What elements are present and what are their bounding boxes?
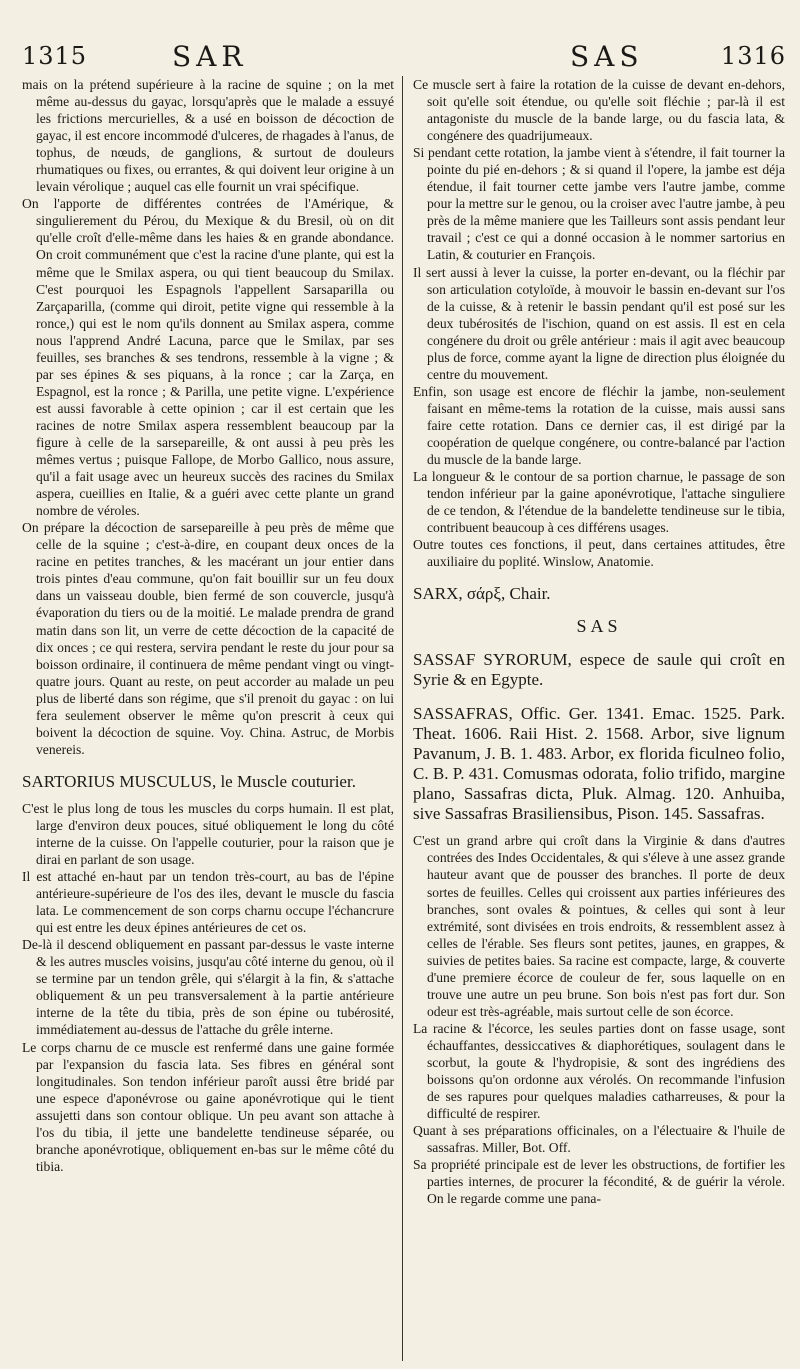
section-heading-sas: SAS [576,616,622,637]
running-head-right: SAS [570,40,644,73]
entry-heading-sassaf: SASSAF SYRORUM, espece de saule qui croît en Syrie & en Egypte. [413,650,785,690]
paragraph: Le corps charnu de ce muscle est renfermé dans une gaine formée par l'expansion du fascia lata. Ses fibres en général sont longitudinales. Son tendon inférieur paroît aussi être bridé par une espece d'aponévrose ou gaine aponévrotique qui le tient assujetti dans son contour oblique. Un peu avant son attache à l'os du tibia, il jette une bandelette tendineuse séparée, ou branche aponévrotique, obliquement en-bas sur le même côté du tibia. [22,1039,394,1174]
paragraph: La longueur & le contour de sa portion charnue, le passage de son tendon inférieur par la gaine aponévrotique, l'attache singuliere de ce tendon, & l'étendue de la bandelette tendineuse sur le tibia, contribuent beaucoup à ces différens usages. [413,469,785,536]
entry-heading-sartorius: SARTORIUS MUSCULUS, le Muscle couturier. [22,771,356,791]
paragraph: Ce muscle sert à faire la rotation de la cuisse de devant en-dehors, soit qu'elle soit étendue, ou qu'elle soit fléchie ; par-là il est antagoniste du muscle de la bande large, ou du fascia lata, & congénere des quadrijumeaux. [413,77,785,144]
paragraph: On l'apporte de différentes contrées de l'Amérique, & singulierement du Pérou, du Mexique & du Bresil, où on dit qu'elle croît d'elle-même dans les haies & en grande abondance. On croit communément que c'est la racine d'une plante, qui est la même que le Smilax aspera, ou qui tient beaucoup du Smilax. C'est pourquoi les Espagnols l'appellent Sarsaparilla ou Zarçaparilla, (comme qui diroit, petite vigne qui ressemble à la ronce,) qui est le nom qu'ils donnent au Smilax aspera, comme nous l'apprend André Lacuna, parce que le Smilax, par ses feuilles, ses branches & ses tendrons, ressemble à la vigne ; & par ses épines & ses piquans, à la ronce ; car la Zarça, en Espagnol, est la ronce ; & Parilla, une petite vigne. L'expérience est aussi favorable à cette opinion ; car il est certain que les racines de notre Smilax aspera ressemblent beaucoup par la figure à celle de la sarsepareille, & ont aussi à peu près les mêmes vertus ; puisque Fallope, de Morbo Gallico, nous assure, qu'il a fait usage avec un heureux succès des racines du Smilax aspera, cueillies en Italie, & a guéri avec cette plante un grand nombre de véroles. [22,196,394,519]
paragraph: De-là il descend obliquement en passant par-dessus le vaste interne & les autres muscles voisins, jusqu'au côté interne du genou, où il se termine par un tendon grêle, qui s'élargit à la fin, & s'attache obliquement & un peu transversalement à la partie antérieure interne de la tête du tibia, près de son épine ou tubérosité, immédiatement au-dessus de l'attache du grêle interne. [22,937,394,1038]
left-column [22,76,394,1366]
page-header [22,42,786,72]
page-number-left: 1315 [22,42,88,70]
paragraph: Il est attaché en-haut par un tendon très-court, au bas de l'épine antérieure-supérieure de l'os des iles, devant le muscle du fascia lata. Le commencement de son corps charnu occupe l'échancrure qui est entre les deux épines antérieures de cet os. [22,869,394,936]
paragraph: C'est un grand arbre qui croît dans la Virginie & dans d'autres contrées des Indes Occidentales, & qui s'éleve à une assez grande hauteur avant que de pousser des branches. Il porte de deux sortes de feuilles. Celles qui croissent aux parties inférieures des branches, sont ovales & pointues, & celles qui sont à leur extrémité, sont divisées en trois endroits, & ressemblent assez à celles de l'érable. Ses fleurs sont petites, jaunes, en grappes, & suivies de petites baies. Sa racine est compacte, large, & couverte d'une premiere écorce de couleur de fer, sous laquelle on en trouve une autre un peu brune. Son bois n'est pas fort dur. Son odeur est très-agréable, mais surtout celle de son écorce. [413,833,785,1019]
paragraph: Quant à ses préparations officinales, on a l'électuaire & l'huile de sassafras. Miller, Bot. Off. [413,1123,785,1156]
paragraph: Il sert aussi à lever la cuisse, la porter en-devant, ou la fléchir par son articulation cotyloïde, à mouvoir le bassin en-devant sur l'os de la cuisse, & à retenir le bassin pendant qu'il est posé sur les deux tubérosités de l'ischion, quand on est assis. Il est en cela congénere du droit ou grêle antérieur : mais il agit avec beaucoup plus de force, comme ayant la ligne de direction plus éloignée du centre du mouvement. [413,264,785,382]
paragraph: Si pendant cette rotation, la jambe vient à s'étendre, il fait tourner la pointe du pié en-dehors ; & si quand il l'opere, la jambe est déja étendue, il fait tourner cette jambe vers l'autre jambe, comme pour la mettre sur le genou, ou la croiser avec l'autre jambe, à peu près de la même maniere que les Tailleurs sont assis pendant leur travail ; c'est ce qui a donné occasion à le nommer sartorius en Latin, & couturier en François. [413,145,785,263]
right-column [413,76,785,1366]
paragraph: C'est le plus long de tous les muscles du corps humain. Il est plat, large d'environ deux pouces, situé obliquement le long du côté interne de la cuisse. On l'appelle couturier, pour la raison que je dirai en parlant de son usage. [22,800,394,868]
running-head-left: SAR [172,40,248,73]
paragraph: mais on la prétend supérieure à la racine de squine ; on la met même au-dessus du gayac, lorsqu'après que le malade a essuyé les frictions mercurielles, & a usé en boisson de décoction de gayac, il est encore incommodé d'ulceres, de rhagades à l'anus, de tophus, de nœuds, de ganglions, & surtout de douleurs rhumatiques ou fixes, ou errantes, & qui doivent leur origine à un levain vérolique ; auquel cas elle fournit un vrai spécifique. [22,77,394,195]
page-number-right: 1316 [720,42,786,70]
paragraph: Enfin, son usage est encore de fléchir la jambe, non-seulement faisant en même-tems la rotation de la cuisse, mais aussi sans faire cette rotation. Dans ce dernier cas, il est dirigé par la coopération de quelque congénere, ou contre-balancé par l'action du muscle de la bande large. [413,383,785,468]
paragraph: On prépare la décoction de sarsepareille à peu près de même que celle de la squine ; c'est-à-dire, en coupant deux onces de la racine en petites tranches, & les macérant un jour entier dans trois pintes d'eau commune, qu'on fait bouillir sur un feu doux dans un vaisseau double, bien fermé de son couvercle, jusqu'à évaporation du tiers ou de la moitié. Le malade prendra de grand matin dans son lit, un verre de cette décoction de la capacité de dix onces ; ce qui restera, servira pendant le reste du jour pour sa boisson ordinaire, il continuera de même pendant vingt ou vingt-quatre jours. Quant au reste, on peut accorder au malade un peu plus de liberté dans son régime, que s'il prenoit du gayac : on lui fera seulement observer le même qu'on prescrit à ceux qui boivent la décoction de squine. Voy. China. Astruc, de Morbis venereis. [22,520,394,757]
paragraph: Sa propriété principale est de lever les obstructions, de fortifier les parties internes, de procurer la fécondité, & de guérir la vérole. On le regarde comme une pana- [413,1157,785,1207]
entry-heading-sarx: SARX, σάρξ, Chair. [413,584,551,604]
entry-heading-sassafras: SASSAFRAS, Offic. Ger. 1341. Emac. 1525. Park. Theat. 1606. Raii Hist. 2. 1568. Arbor, sive lignum Pavanum, J. B. 1. 483. Arbor, ex florida ficulneo folio, C. B. P. 431. Comusmas odorata, folio trifido, margine plano, Sassafras dicta, Pluk. Almag. 120. Anhuiba, sive Sassafras Brasiliensibus, Pison. 145. Sassafras. [413,704,785,824]
paragraph: Outre toutes ces fonctions, il peut, dans certaines attitudes, être auxiliaire du poplité. Winslow, Anatomie. [413,537,785,570]
paragraph: La racine & l'écorce, les seules parties dont on fasse usage, sont échauffantes, dessiccatives & diaphorétiques, soulagent dans le scorbut, la goute & l'hydropisie, & sont des ingrédiens des boissons qu'on ordonne aux vérolés. On recommande l'infusion de ses rapures pour quelques maladies catharreuses, & pour la difficulté de respirer. [413,1020,785,1122]
column-divider [402,76,403,1361]
